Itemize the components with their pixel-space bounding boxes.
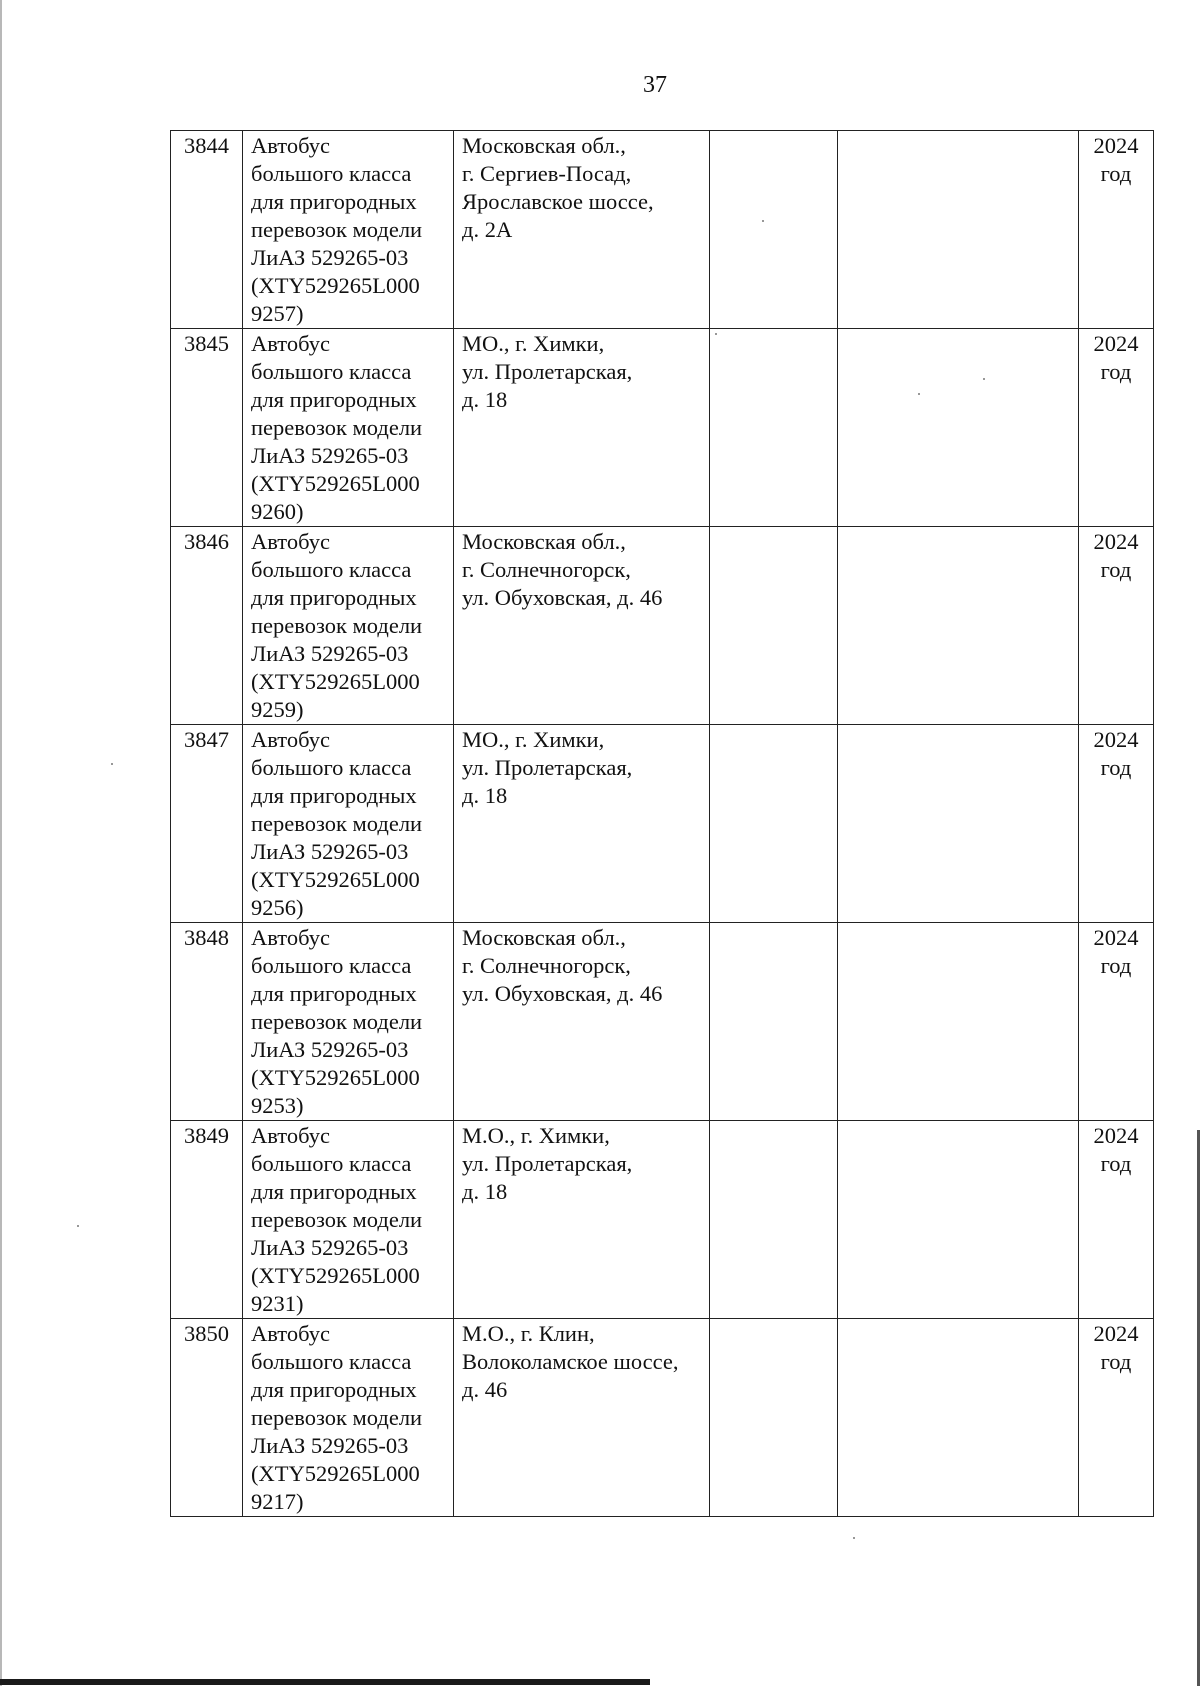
scan-speck	[853, 1537, 855, 1539]
empty-cell-5	[838, 1319, 1079, 1517]
vehicle-description-cell	[243, 923, 454, 1121]
year-cell	[1079, 725, 1154, 923]
cell-text: г. Солнечногорск,	[462, 557, 631, 582]
empty-cell-4	[710, 923, 838, 1121]
table-row	[171, 923, 1154, 1121]
cell-text: для пригородных	[251, 981, 417, 1006]
table-row	[171, 329, 1154, 527]
cell-text: 9257)	[251, 301, 304, 326]
address-cell	[454, 1121, 710, 1319]
cell-text: год	[1100, 1151, 1132, 1176]
cell-text: год	[1100, 1349, 1132, 1374]
cell-text: ЛиАЗ 529265-03	[251, 1037, 409, 1062]
cell-text: 2024	[1093, 133, 1139, 158]
cell-text: Автобус	[251, 727, 330, 752]
cell-text: для пригородных	[251, 387, 417, 412]
empty-cell-5	[838, 131, 1079, 329]
table-row	[171, 725, 1154, 923]
cell-text: (XTY529265L000	[251, 471, 420, 496]
vehicle-description-cell	[243, 329, 454, 527]
cell-text: перевозок модели	[251, 217, 423, 242]
year-cell	[1079, 923, 1154, 1121]
cell-text: 9259)	[251, 697, 304, 722]
cell-text: год	[1100, 557, 1132, 582]
row-number-cell	[171, 329, 243, 527]
cell-text: для пригородных	[251, 585, 417, 610]
cell-text: большого класса	[251, 755, 412, 780]
cell-text: ЛиАЗ 529265-03	[251, 839, 409, 864]
cell-text: Московская обл.,	[462, 133, 626, 158]
cell-text: 9253)	[251, 1093, 304, 1118]
cell-text: перевозок модели	[251, 811, 423, 836]
cell-text: г. Солнечногорск,	[462, 953, 631, 978]
empty-cell-5	[838, 1121, 1079, 1319]
cell-text: большого класса	[251, 1151, 412, 1176]
cell-text: ЛиАЗ 529265-03	[251, 443, 409, 468]
cell-text: д. 18	[462, 1179, 508, 1204]
vehicle-description-cell	[243, 1121, 454, 1319]
row-number-cell	[171, 1121, 243, 1319]
cell-text: ЛиАЗ 529265-03	[251, 1235, 409, 1260]
empty-cell-4	[710, 329, 838, 527]
cell-text: большого класса	[251, 953, 412, 978]
vehicle-description-cell	[243, 1319, 454, 1517]
vehicle-description-cell	[243, 527, 454, 725]
empty-cell-4	[710, 1319, 838, 1517]
cell-text: ул. Пролетарская,	[462, 755, 633, 780]
cell-text: г. Сергиев-Посад,	[462, 161, 632, 186]
cell-text: (XTY529265L000	[251, 1263, 420, 1288]
row-number-cell	[171, 1319, 243, 1517]
cell-text: 3850	[184, 1321, 229, 1346]
empty-cell-4	[710, 131, 838, 329]
cell-text: большого класса	[251, 557, 412, 582]
cell-text: ЛиАЗ 529265-03	[251, 1433, 409, 1458]
cell-text: 2024	[1093, 529, 1139, 554]
cell-text: для пригородных	[251, 783, 417, 808]
row-number-cell	[171, 923, 243, 1121]
cell-text: д. 18	[462, 783, 508, 808]
cell-text: Автобус	[251, 1123, 330, 1148]
cell-text: 3845	[184, 331, 229, 356]
row-number-cell	[171, 131, 243, 329]
cell-text: Автобус	[251, 1321, 330, 1346]
cell-text: 2024	[1093, 925, 1139, 950]
row-number-cell	[171, 725, 243, 923]
cell-text: ул. Пролетарская,	[462, 1151, 633, 1176]
cell-text: Ярославское шоссе,	[462, 189, 654, 214]
cell-text: 3846	[184, 529, 229, 554]
cell-text: (XTY529265L000	[251, 867, 420, 892]
cell-text: год	[1100, 755, 1132, 780]
address-cell	[454, 131, 710, 329]
cell-text: 2024	[1093, 1123, 1139, 1148]
cell-text: большого класса	[251, 1349, 412, 1374]
cell-text: (XTY529265L000	[251, 669, 420, 694]
cell-text: перевозок модели	[251, 415, 423, 440]
cell-text: д. 2А	[462, 217, 513, 242]
cell-text: ЛиАЗ 529265-03	[251, 641, 409, 666]
table-row	[171, 1121, 1154, 1319]
cell-text: перевозок модели	[251, 1009, 423, 1034]
cell-text: М.О., г. Клин,	[462, 1321, 595, 1346]
cell-text: (XTY529265L000	[251, 273, 420, 298]
page-number: 37	[643, 72, 667, 98]
table-row	[171, 527, 1154, 725]
cell-text: для пригородных	[251, 1179, 417, 1204]
cell-text: Волоколамское шоссе,	[462, 1349, 679, 1374]
cell-text: 9260)	[251, 499, 304, 524]
empty-cell-5	[838, 329, 1079, 527]
year-cell	[1079, 1319, 1154, 1517]
cell-text: 9217)	[251, 1489, 304, 1514]
cell-text: ул. Пролетарская,	[462, 359, 633, 384]
cell-text: 9256)	[251, 895, 304, 920]
cell-text: 9231)	[251, 1291, 304, 1316]
cell-text: д. 46	[462, 1377, 508, 1402]
address-cell	[454, 923, 710, 1121]
cell-text: МО., г. Химки,	[462, 727, 605, 752]
table-row	[171, 131, 1154, 329]
year-cell	[1079, 1121, 1154, 1319]
cell-text: большого класса	[251, 161, 412, 186]
cell-text: д. 18	[462, 387, 508, 412]
cell-text: 3849	[184, 1123, 229, 1148]
vehicle-description-cell	[243, 725, 454, 923]
empty-cell-5	[838, 527, 1079, 725]
cell-text: (XTY529265L000	[251, 1461, 420, 1486]
empty-cell-5	[838, 923, 1079, 1121]
scan-speck	[111, 763, 113, 765]
cell-text: Московская обл.,	[462, 925, 626, 950]
cell-text: Автобус	[251, 133, 330, 158]
cell-text: 3844	[184, 133, 229, 158]
address-cell	[454, 527, 710, 725]
scan-bottom-mark	[0, 1679, 650, 1685]
cell-text: Автобус	[251, 529, 330, 554]
vehicle-registry-table	[170, 130, 1154, 1517]
cell-text: год	[1100, 161, 1132, 186]
scan-speck	[77, 1225, 79, 1227]
cell-text: перевозок модели	[251, 1405, 423, 1430]
cell-text: Автобус	[251, 331, 330, 356]
empty-cell-5	[838, 725, 1079, 923]
empty-cell-4	[710, 1121, 838, 1319]
cell-text: 2024	[1093, 1321, 1139, 1346]
cell-text: М.О., г. Химки,	[462, 1123, 610, 1148]
empty-cell-4	[710, 725, 838, 923]
cell-text: большого класса	[251, 359, 412, 384]
cell-text: 2024	[1093, 331, 1139, 356]
cell-text: МО., г. Химки,	[462, 331, 605, 356]
cell-text: ул. Обуховская, д. 46	[462, 585, 663, 610]
cell-text: для пригородных	[251, 1377, 417, 1402]
year-cell	[1079, 527, 1154, 725]
cell-text: год	[1100, 953, 1132, 978]
year-cell	[1079, 329, 1154, 527]
cell-text: год	[1100, 359, 1132, 384]
cell-text: 2024	[1093, 727, 1139, 752]
cell-text: перевозок модели	[251, 613, 423, 638]
address-cell	[454, 329, 710, 527]
address-cell	[454, 725, 710, 923]
address-cell	[454, 1319, 710, 1517]
table-row	[171, 1319, 1154, 1517]
scan-left-edge	[0, 0, 2, 1686]
empty-cell-4	[710, 527, 838, 725]
cell-text: 3847	[184, 727, 229, 752]
cell-text: 3848	[184, 925, 229, 950]
cell-text: перевозок модели	[251, 1207, 423, 1232]
cell-text: Автобус	[251, 925, 330, 950]
vehicle-description-cell	[243, 131, 454, 329]
registry-body	[171, 131, 1154, 1517]
cell-text: ЛиАЗ 529265-03	[251, 245, 409, 270]
cell-text: ул. Обуховская, д. 46	[462, 981, 663, 1006]
cell-text: (XTY529265L000	[251, 1065, 420, 1090]
cell-text: Московская обл.,	[462, 529, 626, 554]
cell-text: для пригородных	[251, 189, 417, 214]
row-number-cell	[171, 527, 243, 725]
year-cell	[1079, 131, 1154, 329]
